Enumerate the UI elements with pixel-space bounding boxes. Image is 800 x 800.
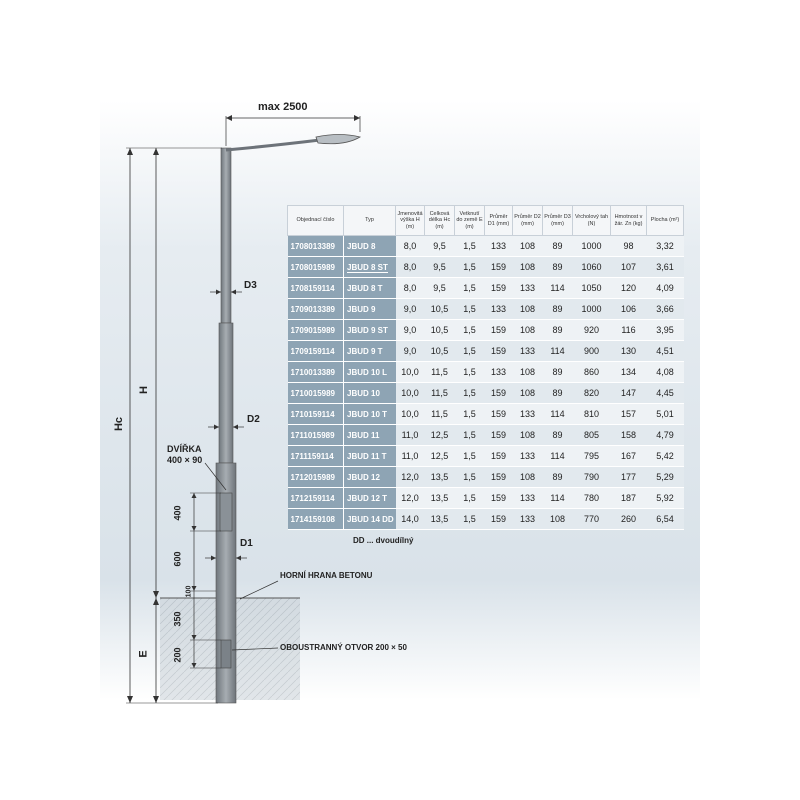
d3-label: D3	[244, 280, 257, 291]
type-cell	[344, 509, 396, 530]
table-header-cell: Hmotnost v žár. Zn (kg)	[611, 206, 647, 236]
value-cell: 133	[485, 236, 513, 257]
order-code-cell: 1711159114	[288, 446, 344, 467]
table-header-cell: Celková délka Hc (m)	[425, 206, 455, 236]
dim-400-label: 400	[172, 505, 183, 521]
value-cell: 900	[573, 341, 611, 362]
value-cell: 11,5	[425, 383, 455, 404]
value-cell: 6,54	[647, 509, 684, 530]
order-code-cell: 1709013389	[288, 299, 344, 320]
type-cell	[344, 488, 396, 509]
value-cell: 1,5	[455, 488, 485, 509]
value-cell: 8,0	[396, 257, 425, 278]
order-code-cell: 1712159114	[288, 488, 344, 509]
value-cell: 159	[485, 446, 513, 467]
value-cell: 780	[573, 488, 611, 509]
value-cell: 11,0	[396, 425, 425, 446]
dim-600-label: 600	[172, 551, 183, 567]
pole-middle-section	[219, 323, 233, 463]
type-cell	[344, 383, 396, 404]
value-cell: 108	[513, 383, 543, 404]
value-cell: 114	[543, 446, 573, 467]
value-cell: 5,01	[647, 404, 684, 425]
table-row	[288, 446, 684, 467]
value-cell: 795	[573, 446, 611, 467]
table-header-cell: Typ	[344, 206, 396, 236]
table-row	[288, 509, 684, 530]
value-cell: 10,0	[396, 362, 425, 383]
type-cell	[344, 320, 396, 341]
value-cell: 1,5	[455, 320, 485, 341]
value-cell: 89	[543, 236, 573, 257]
table-row	[288, 383, 684, 404]
table-row	[288, 320, 684, 341]
value-cell: 920	[573, 320, 611, 341]
value-cell: 158	[611, 425, 647, 446]
order-code-cell: 1709159114	[288, 341, 344, 362]
value-cell: 13,5	[425, 488, 455, 509]
value-cell: 159	[485, 425, 513, 446]
value-cell: 133	[513, 404, 543, 425]
order-code-cell: 1708015989	[288, 257, 344, 278]
value-cell: 108	[513, 425, 543, 446]
dim-100-label: 100	[185, 585, 193, 598]
type-cell	[344, 467, 396, 488]
table-header-cell: Průměr D2 (mm)	[513, 206, 543, 236]
value-cell: 116	[611, 320, 647, 341]
value-cell: 159	[485, 467, 513, 488]
type-label: JBUD 10 L	[347, 367, 388, 377]
value-cell: 1,5	[455, 257, 485, 278]
value-cell: 114	[543, 341, 573, 362]
value-cell: 89	[543, 299, 573, 320]
table-row	[288, 467, 684, 488]
table-header-cell: Objednací číslo	[288, 206, 344, 236]
value-cell: 159	[485, 404, 513, 425]
table-row	[288, 236, 684, 257]
value-cell: 10,5	[425, 320, 455, 341]
value-cell: 12,5	[425, 425, 455, 446]
type-label: JBUD 10	[347, 388, 380, 398]
value-cell: 89	[543, 425, 573, 446]
value-cell: 108	[513, 320, 543, 341]
order-code-cell: 1712015989	[288, 467, 344, 488]
table-header-cell: Jmenovitá výška H (m)	[396, 206, 425, 236]
table-row	[288, 362, 684, 383]
value-cell: 5,42	[647, 446, 684, 467]
value-cell: 177	[611, 467, 647, 488]
value-cell: 1,5	[455, 362, 485, 383]
table-row	[288, 488, 684, 509]
value-cell: 13,5	[425, 467, 455, 488]
value-cell: 260	[611, 509, 647, 530]
type-cell	[344, 362, 396, 383]
value-cell: 159	[485, 341, 513, 362]
value-cell: 130	[611, 341, 647, 362]
value-cell: 3,32	[647, 236, 684, 257]
value-cell: 89	[543, 362, 573, 383]
table-row	[288, 257, 684, 278]
value-cell: 790	[573, 467, 611, 488]
order-code-cell: 1708013389	[288, 236, 344, 257]
value-cell: 133	[513, 278, 543, 299]
value-cell: 1,5	[455, 341, 485, 362]
table-row	[288, 341, 684, 362]
dim-350-label: 350	[172, 611, 183, 627]
value-cell: 1050	[573, 278, 611, 299]
type-label: JBUD 12	[347, 472, 380, 482]
door-size: 400 × 90	[167, 455, 203, 465]
value-cell: 108	[543, 509, 573, 530]
value-cell: 108	[513, 362, 543, 383]
table-header-cell: Vrcholový tah (N)	[573, 206, 611, 236]
value-cell: 159	[485, 320, 513, 341]
value-cell: 133	[513, 488, 543, 509]
type-cell	[344, 425, 396, 446]
h-label: H	[137, 386, 150, 394]
order-code-cell: 1711015989	[288, 425, 344, 446]
value-cell: 9,5	[425, 257, 455, 278]
type-cell	[344, 446, 396, 467]
value-cell: 159	[485, 257, 513, 278]
pole-top-section	[221, 148, 231, 323]
value-cell: 860	[573, 362, 611, 383]
value-cell: 114	[543, 278, 573, 299]
value-cell: 10,0	[396, 404, 425, 425]
value-cell: 4,79	[647, 425, 684, 446]
width-label: max 2500	[258, 101, 308, 113]
value-cell: 159	[485, 383, 513, 404]
value-cell: 1,5	[455, 509, 485, 530]
type-label: JBUD 11 T	[347, 451, 387, 461]
value-cell: 8,0	[396, 278, 425, 299]
value-cell: 159	[485, 488, 513, 509]
value-cell: 1,5	[455, 404, 485, 425]
value-cell: 159	[485, 278, 513, 299]
table-header-cell: Průměr D3 (mm)	[543, 206, 573, 236]
value-cell: 1,5	[455, 278, 485, 299]
value-cell: 1000	[573, 299, 611, 320]
value-cell: 4,08	[647, 362, 684, 383]
value-cell: 3,95	[647, 320, 684, 341]
type-cell	[344, 278, 396, 299]
type-label: JBUD 14 DD	[347, 514, 394, 524]
order-code-cell: 1709015989	[288, 320, 344, 341]
type-label: JBUD 8	[347, 241, 376, 251]
value-cell: 11,0	[396, 446, 425, 467]
value-cell: 9,5	[425, 236, 455, 257]
value-cell: 10,5	[425, 299, 455, 320]
value-cell: 820	[573, 383, 611, 404]
type-cell	[344, 299, 396, 320]
value-cell: 9,5	[425, 278, 455, 299]
value-cell: 10,5	[425, 341, 455, 362]
d1-label: D1	[240, 538, 253, 549]
value-cell: 134	[611, 362, 647, 383]
value-cell: 133	[485, 362, 513, 383]
type-cell	[344, 404, 396, 425]
value-cell: 108	[513, 467, 543, 488]
value-cell: 770	[573, 509, 611, 530]
table-row	[288, 299, 684, 320]
value-cell: 89	[543, 320, 573, 341]
door-title: DVÍŘKA	[167, 444, 202, 454]
d2-label: D2	[247, 414, 260, 425]
type-label: JBUD 8 T	[347, 283, 383, 293]
value-cell: 133	[513, 341, 543, 362]
value-cell: 4,09	[647, 278, 684, 299]
type-label: JBUD 9 T	[347, 346, 383, 356]
table-header-cell: Plocha (m²)	[647, 206, 684, 236]
value-cell: 14,0	[396, 509, 425, 530]
order-code-cell: 1710013389	[288, 362, 344, 383]
type-label: JBUD 11	[347, 430, 380, 440]
table-header-row	[288, 206, 684, 236]
order-code-cell: 1714159108	[288, 509, 344, 530]
value-cell: 9,0	[396, 341, 425, 362]
value-cell: 159	[485, 509, 513, 530]
value-cell: 11,5	[425, 362, 455, 383]
value-cell: 89	[543, 383, 573, 404]
value-cell: 4,45	[647, 383, 684, 404]
value-cell: 167	[611, 446, 647, 467]
type-cell	[344, 257, 396, 278]
value-cell: 120	[611, 278, 647, 299]
type-label: JBUD 8 ST	[347, 262, 388, 272]
value-cell: 1,5	[455, 425, 485, 446]
value-cell: 1060	[573, 257, 611, 278]
value-cell: 1,5	[455, 446, 485, 467]
value-cell: 108	[513, 299, 543, 320]
order-code-cell: 1708159114	[288, 278, 344, 299]
order-code-cell: 1710159114	[288, 404, 344, 425]
value-cell: 106	[611, 299, 647, 320]
type-label: JBUD 12 T	[347, 493, 388, 503]
value-cell: 5,29	[647, 467, 684, 488]
cable-opening	[221, 640, 231, 668]
value-cell: 1,5	[455, 236, 485, 257]
specification-table	[287, 205, 684, 530]
table-row	[288, 278, 684, 299]
type-label: JBUD 10 T	[347, 409, 388, 419]
value-cell: 10,0	[396, 383, 425, 404]
value-cell: 157	[611, 404, 647, 425]
type-label: JBUD 9	[347, 304, 376, 314]
value-cell: 107	[611, 257, 647, 278]
value-cell: 187	[611, 488, 647, 509]
door	[220, 493, 232, 531]
value-cell: 147	[611, 383, 647, 404]
concrete-edge-label: HORNÍ HRANA BETONU	[280, 571, 373, 580]
order-code-cell: 1710015989	[288, 383, 344, 404]
value-cell: 133	[513, 509, 543, 530]
hc-label: Hc	[113, 416, 126, 432]
dim-200-label: 200	[172, 647, 183, 663]
opening-label: OBOUSTRANNÝ OTVOR 200 × 50	[280, 643, 407, 652]
value-cell: 98	[611, 236, 647, 257]
table-row	[288, 425, 684, 446]
value-cell: 9,0	[396, 299, 425, 320]
value-cell: 12,0	[396, 488, 425, 509]
type-cell	[344, 236, 396, 257]
e-label: E	[137, 650, 150, 658]
value-cell: 8,0	[396, 236, 425, 257]
value-cell: 13,5	[425, 509, 455, 530]
value-cell: 1000	[573, 236, 611, 257]
value-cell: 108	[513, 236, 543, 257]
value-cell: 89	[543, 257, 573, 278]
value-cell: 12,5	[425, 446, 455, 467]
table-body	[288, 236, 684, 530]
value-cell: 12,0	[396, 467, 425, 488]
value-cell: 805	[573, 425, 611, 446]
value-cell: 1,5	[455, 467, 485, 488]
type-cell	[344, 341, 396, 362]
type-label: JBUD 9 ST	[347, 325, 388, 335]
value-cell: 89	[543, 467, 573, 488]
value-cell: 9,0	[396, 320, 425, 341]
value-cell: 810	[573, 404, 611, 425]
table-header-cell: Vetknutí do země E (m)	[455, 206, 485, 236]
value-cell: 133	[485, 299, 513, 320]
value-cell: 108	[513, 257, 543, 278]
value-cell: 11,5	[425, 404, 455, 425]
value-cell: 5,92	[647, 488, 684, 509]
value-cell: 1,5	[455, 299, 485, 320]
value-cell: 4,51	[647, 341, 684, 362]
value-cell: 3,66	[647, 299, 684, 320]
value-cell: 1,5	[455, 383, 485, 404]
value-cell: 114	[543, 488, 573, 509]
value-cell: 114	[543, 404, 573, 425]
value-cell: 133	[513, 446, 543, 467]
table-note: DD ... dvoudílný	[353, 536, 414, 545]
value-cell: 3,61	[647, 257, 684, 278]
table-header-cell: Průměr D1 (mm)	[485, 206, 513, 236]
table-row	[288, 404, 684, 425]
